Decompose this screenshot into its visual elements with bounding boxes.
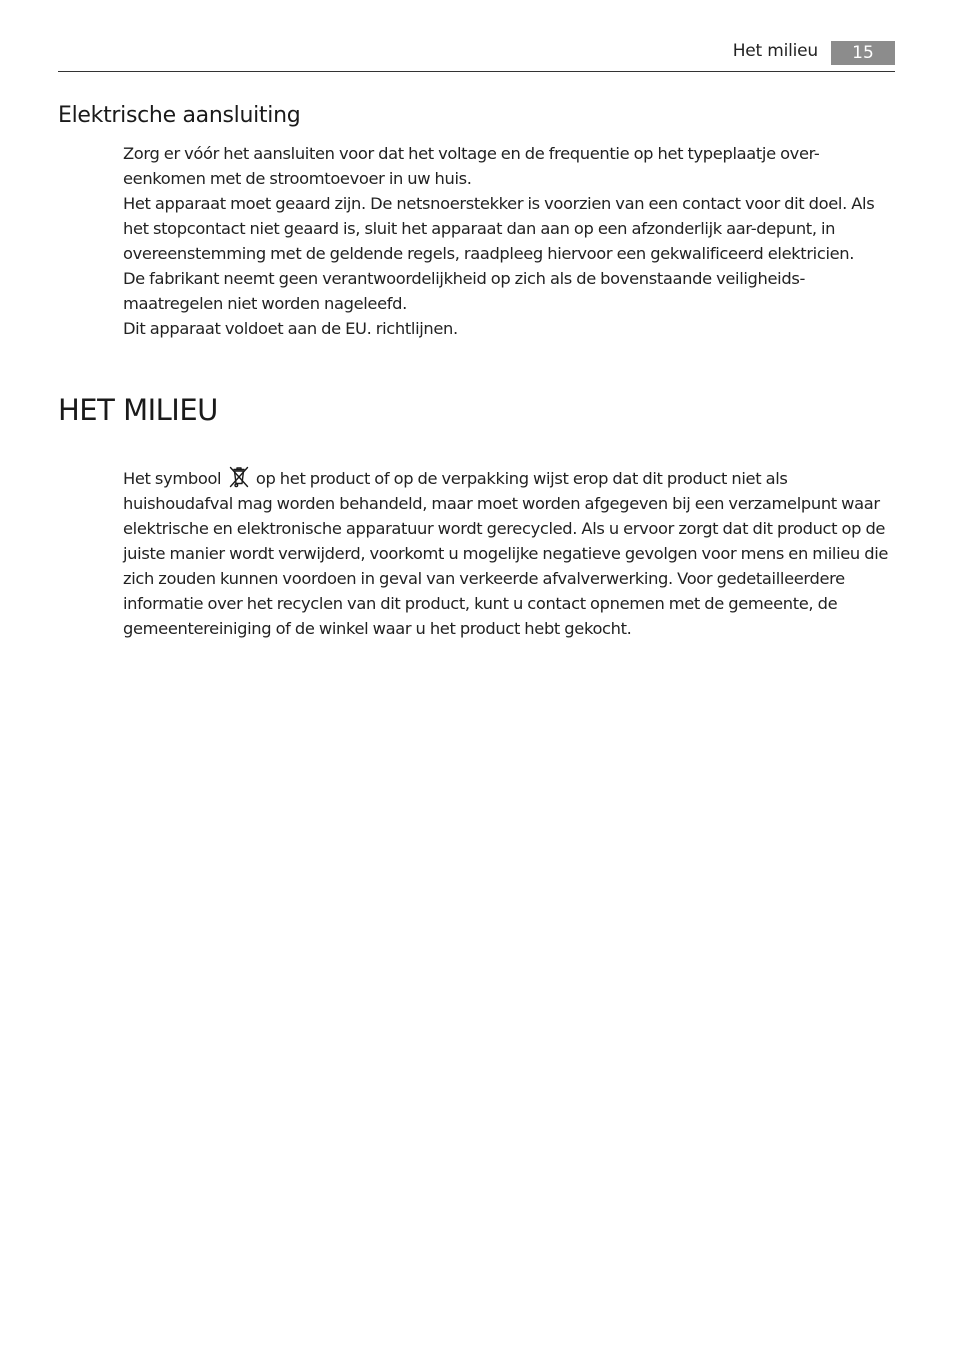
electrical-connection-heading: Elektrische aansluiting [58, 103, 301, 128]
page-header [58, 38, 895, 72]
crossed-out-wheelie-bin-icon [228, 465, 250, 489]
environment-text-before-symbol: Het symbool [123, 469, 222, 488]
environment-heading: HET MILIEU [58, 393, 218, 427]
page-number: 15 [831, 41, 895, 65]
environment-text-after-symbol: op het product of op de verpakking wijst erop dat dit product niet als huishoudafval mag worden behandeld, maar moet worden afgegeven bij een verzamelpunt waar elektrische en elektronische apparatuur wordt gerecycled. Als u ervoor zorgt dat dit product op de juiste manier wordt verwijderd, voorkomt u mogelijke negatieve gevolgen voor mens en milieu die zich zouden kunnen voordoen in geval van verkeerde afvalverwerking. Voor gedetailleerdere informatie over het recyclen van dit product, kunt u contact opnemen met de gemeente, de gemeentereiniging of de winkel waar u het product hebt gekocht. [123, 469, 889, 638]
electrical-paragraph-voltage: Zorg er vóór het aansluiten voor dat het voltage en de frequentie op het typeplaatje over-eenkomen met de stroomtoevoer in uw huis. [123, 144, 820, 188]
electrical-connection-body [123, 141, 898, 341]
environment-body [123, 465, 898, 641]
environment-paragraph [123, 465, 898, 641]
electrical-paragraph-liability: De fabrikant neemt geen verantwoordelijkheid op zich als de bovenstaande veiligheids-maatregelen niet worden nageleefd. [123, 269, 805, 313]
header-section-title: Het milieu [732, 41, 818, 61]
electrical-paragraph-eu-compliance: Dit apparaat voldoet aan de EU. richtlijnen. [123, 319, 458, 338]
electrical-paragraph-grounding: Het apparaat moet geaard zijn. De netsnoerstekker is voorzien van een contact voor dit doel. Als het stopcontact niet geaard is, sluit het apparaat dan aan op een afzonderlijk aar-depunt, in overeenstemming met de geldende regels, raadpleeg hiervoor een gekwalificeerd elektricien. [123, 194, 875, 263]
